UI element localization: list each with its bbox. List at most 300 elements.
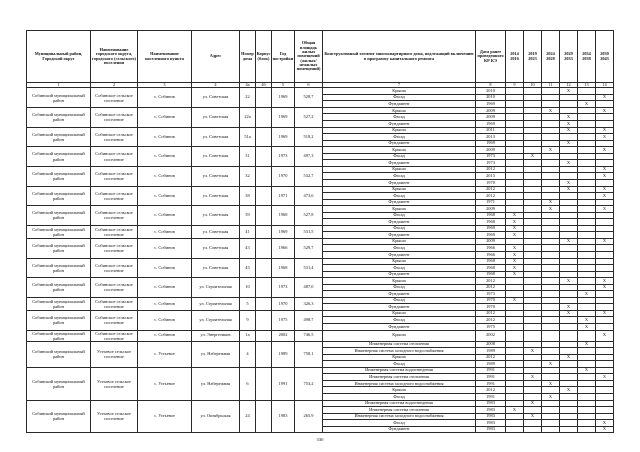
period-2-cell: X [524,153,542,160]
street-cell: ул. Строительная [192,310,240,330]
district-cell: Собинский муниципальный район [27,400,91,433]
period-6-cell: X [596,186,614,193]
area-cell: 326,3 [295,297,323,310]
column-number: 4б [256,83,272,88]
prev-repair-date-cell: 2009 [476,206,506,213]
period-3-cell: X [542,380,560,387]
column-number: 4а [240,83,256,88]
period-1-cell [506,330,524,341]
house-number-cell: 39 [240,206,256,226]
street-cell: ул. Энергетиков [192,330,240,341]
period-5-cell: X [578,367,596,374]
street-cell: ул. Набережная [192,367,240,400]
area-cell: 753,2 [295,367,323,400]
element-cell: Фасад [323,153,476,160]
area-cell: 527,2 [295,107,323,127]
house-number-cell: 1а [240,330,256,341]
prev-repair-date-cell: 2012 [476,317,506,324]
element-cell: Инженерная система холодного водоснабжения [323,348,476,355]
place-cell: с. Собинов [138,310,192,330]
period-5-cell [578,426,596,433]
street-cell: ул. Советская [192,127,240,147]
year-built-cell: 1969 [272,88,295,108]
district-cell: Собинский муниципальный район [27,341,91,367]
prev-repair-date-cell: 1970 [476,297,506,304]
settlement-cell: Собинское сельское поселение [91,330,138,341]
element-cell: Крыша [323,186,476,193]
prev-repair-date-cell: 1983 [476,420,506,427]
block-cell [256,238,272,258]
element-cell: Крыша [323,310,476,317]
element-cell: Фундамент [323,160,476,167]
period-1-cell: X [506,407,524,414]
period-3-cell: X [542,147,560,154]
element-cell: Фундамент [323,101,476,108]
district-cell: Собинский муниципальный район [27,258,91,278]
page-number: 330 [316,437,324,442]
district-cell: Собинский муниципальный район [27,367,91,400]
element-cell: Фундамент [323,251,476,258]
prev-repair-date-cell: 2010 [476,88,506,95]
element-cell: Крыша [323,330,476,341]
prev-repair-date-cell: 1989 [476,361,506,368]
district-cell: Собинский муниципальный район [27,278,91,298]
prev-repair-date-cell: 1966 [476,245,506,252]
element-cell: Фасад [323,265,476,272]
place-cell: с. Устьевое [138,367,192,400]
street-cell: ул. Строительная [192,297,240,310]
settlement-cell: Собинское сельское поселение [91,238,138,258]
period-6-cell: X [596,284,614,291]
prev-repair-date-cell: 2009 [476,147,506,154]
element-cell: Фасад [323,317,476,324]
header-period-6: 2039 2043 [596,31,614,83]
prev-repair-date-cell: 1970 [476,179,506,186]
column-number: 10 [524,83,542,88]
period-1-cell: X [506,212,524,219]
district-cell: Собинский муниципальный район [27,166,91,186]
house-number-cell: 41 [240,225,256,238]
element-cell: Фундамент [323,121,476,128]
element-cell: Фундамент [323,271,476,278]
settlement-cell: Собинское сельское поселение [91,206,138,226]
period-4-cell: X [560,387,578,394]
street-cell: ул. Советская [192,107,240,127]
place-cell: с. Собинов [138,297,192,310]
table-body [27,88,614,433]
place-cell: с. Собинов [138,88,192,108]
header-block: Корпус (блок) [256,31,272,83]
year-built-cell: 1975 [272,310,295,330]
period-6-cell: X [596,147,614,154]
period-5-cell: X [578,317,596,324]
element-cell: Фундамент [323,219,476,226]
district-cell: Собинский муниципальный район [27,127,91,147]
settlement-cell: Собинское сельское поселение [91,127,138,147]
header-place: Наименование населенного пункта [138,31,192,83]
place-cell: с. Собинов [138,225,192,238]
street-cell: ул. Советская [192,225,240,238]
year-built-cell: 1973 [272,278,295,298]
column-number: 2 [91,83,138,88]
area-cell: 498,7 [295,310,323,330]
prev-repair-date-cell: 2009 [476,238,506,245]
header-house: Номер дома [240,31,256,83]
element-cell: Инженерная система холодного водоснабжения [323,380,476,387]
column-number: 7 [323,83,476,88]
period-5-cell: X [578,323,596,330]
prev-repair-date-cell: 1968 [476,271,506,278]
period-3-cell: X [542,206,560,213]
period-5-cell [578,330,596,341]
column-number: 12 [560,83,578,88]
year-built-cell: 1973 [272,147,295,167]
settlement-cell: Собинское сельское поселение [91,258,138,278]
element-cell: Фундамент [323,140,476,147]
year-built-cell: 1991 [272,367,295,400]
prev-repair-date-cell: 2012 [476,278,506,285]
area-cell: 497,3 [295,147,323,167]
street-cell: ул. Октябрьская [192,400,240,433]
house-number-cell: 45 [240,258,256,278]
block-cell [256,258,272,278]
prev-repair-date-cell: 2012 [476,310,506,317]
period-4-cell: X [560,238,578,245]
period-4-cell: X [560,179,578,186]
settlement-cell: Собинское сельское поселение [91,278,138,298]
column-number: 11 [542,83,560,88]
area-cell: 487,0 [295,278,323,298]
period-1-cell: X [506,258,524,265]
header-settlement: Наименование городского округа, городского (сельского) поселения [91,31,138,83]
prev-repair-date-cell: 1991 [476,367,506,374]
period-6-cell: X [596,278,614,285]
header-period-2: 2019 2023 [524,31,542,83]
house-number-cell: 10 [240,278,256,298]
house-number-cell: 22 [240,88,256,108]
period-6-cell: X [596,166,614,173]
prev-repair-date-cell: 2012 [476,166,506,173]
period-3-cell: X [542,107,560,114]
district-cell: Собинский муниципальный район [27,88,91,108]
prev-repair-date-cell: 2008 [476,341,506,348]
block-cell [256,225,272,238]
house-number-cell: 31 [240,147,256,167]
house-number-cell: 24 [240,400,256,433]
year-built-cell: 1968 [272,258,295,278]
period-4-cell: X [560,354,578,361]
district-cell: Собинский муниципальный район [27,297,91,310]
element-cell: Фасад [323,420,476,427]
column-number: 13 [578,83,596,88]
period-1-cell: X [506,271,524,278]
prev-repair-date-cell: 1973 [476,153,506,160]
period-5-cell: X [578,341,596,348]
header-area: Общая площадь жилых помещений (жилых/нежилых помещений) [295,31,323,83]
place-cell: с. Собинов [138,166,192,186]
area-cell: 473,6 [295,186,323,206]
block-cell [256,127,272,147]
header-year: Год постройки [272,31,295,83]
block-cell [256,206,272,226]
element-cell: Крыша [323,354,476,361]
period-1-cell [506,426,524,433]
period-5-cell: X [578,291,596,298]
district-cell: Собинский муниципальный район [27,310,91,330]
settlement-cell: Собинское сельское поселение [91,107,138,127]
area-cell: 532,7 [295,166,323,186]
settlement-cell: Устьевое сельское поселение [91,367,138,400]
element-cell: Инженерная система водоотведения [323,400,476,407]
district-cell: Собинский муниципальный район [27,206,91,226]
street-cell: ул. Советская [192,206,240,226]
column-number: 8 [476,83,506,88]
block-cell [256,88,272,108]
element-cell: Фасад [323,361,476,368]
area-cell: 518,2 [295,127,323,147]
header-address: Адрес [192,31,240,83]
year-built-cell: 1970 [272,297,295,310]
element-cell: Фасад [323,212,476,219]
prev-repair-date-cell: 1968 [476,212,506,219]
district-cell: Собинский муниципальный район [27,238,91,258]
year-built-cell: 1989 [272,341,295,367]
year-built-cell: 1966 [272,238,295,258]
place-cell: с. Собинов [138,186,192,206]
prev-repair-date-cell: 2012 [476,354,506,361]
element-cell: Фасад [323,173,476,180]
element-cell: Фундамент [323,426,476,433]
element-cell: Фасад [323,394,476,401]
header-district: Муниципальный район, Городской округ [27,31,91,83]
street-cell: ул. Советская [192,147,240,167]
place-cell: с. Собинов [138,206,192,226]
district-cell: Собинский муниципальный район [27,147,91,167]
period-6-cell: X [596,206,614,213]
period-2-cell: X [524,374,542,381]
period-4-cell: X [560,304,578,311]
period-2-cell [524,330,542,341]
period-6-cell: X [596,193,614,200]
settlement-cell: Собинское сельское поселение [91,310,138,330]
period-1-cell: X [506,219,524,226]
area-cell: 531,4 [295,258,323,278]
column-number: 4 [192,83,240,88]
element-cell: Фундамент [323,304,476,311]
house-number-cell: 38 [240,186,256,206]
period-4-cell: X [560,114,578,121]
area-cell: 527,8 [295,206,323,226]
area-cell: 265,9 [295,400,323,433]
period-4-cell [560,330,578,341]
year-built-cell: 1969 [272,107,295,127]
column-number: 3 [138,83,192,88]
block-cell [256,310,272,330]
column-number: 5 [272,83,295,88]
element-cell: Фасад [323,193,476,200]
period-3-cell: X [542,394,560,401]
element-cell: Инженерная система отопления [323,407,476,414]
place-cell: с. Собинов [138,238,192,258]
settlement-cell: Собинское сельское поселение [91,147,138,167]
year-built-cell: 1969 [272,127,295,147]
house-number-cell: 22а [240,107,256,127]
column-number: 9 [506,83,524,88]
period-4-cell: X [560,121,578,128]
element-cell: Фасад [323,134,476,141]
element-cell: Фасад [323,245,476,252]
prev-repair-date-cell: 2012 [476,387,506,394]
period-6-cell: X [596,330,614,341]
period-2-cell: X [524,413,542,420]
header-prev-repair: Дата ранее проведенного КР КЭ [476,31,506,83]
district-cell: Собинский муниципальный район [27,225,91,238]
element-cell: Крыша [323,387,476,394]
column-number: 6 [295,83,323,88]
prev-repair-date-cell: 2012 [476,186,506,193]
period-4-cell: X [560,160,578,167]
table-row [27,330,614,341]
prev-repair-date-cell: 1968 [476,219,506,226]
block-cell [256,297,272,310]
prev-repair-date-cell: 1970 [476,304,506,311]
period-4-cell: X [560,127,578,134]
place-cell: с. Устьевое [138,341,192,367]
prev-repair-date-cell: 1991 [476,394,506,401]
block-cell [256,147,272,167]
prev-repair-date-cell: 1983 [476,413,506,420]
place-cell: с. Собинов [138,147,192,167]
period-2-cell: X [524,400,542,407]
element-cell: Крыша [323,147,476,154]
prev-repair-date-cell: 1975 [476,323,506,330]
element-cell: Фундамент [323,179,476,186]
period-4-cell: X [560,310,578,317]
area-cell: 531,5 [295,225,323,238]
element-cell: Фундамент [323,323,476,330]
street-cell: ул. Советская [192,88,240,108]
area-cell: 758,1 [295,341,323,367]
element-cell: Фундамент [323,232,476,239]
street-cell: ул. Советская [192,258,240,278]
header-period-1: 2014 2016 [506,31,524,83]
period-6-cell: X [596,310,614,317]
prev-repair-date-cell: 1969 [476,101,506,108]
area-cell: 529,7 [295,238,323,258]
period-1-cell: X [506,232,524,239]
settlement-cell: Собинское сельское поселение [91,88,138,108]
area-cell: 746,5 [295,330,323,341]
prev-repair-date-cell: 1969 [476,121,506,128]
settlement-cell: Собинское сельское поселение [91,166,138,186]
prev-repair-date-cell: 2002 [476,330,506,341]
header-period-5: 2034 2038 [578,31,596,83]
prev-repair-date-cell: 1989 [476,348,506,355]
year-built-cell: 1970 [272,166,295,186]
house-number-cell: 6 [240,367,256,400]
prev-repair-date-cell: 1971 [476,199,506,206]
element-cell: Фасад [323,297,476,304]
street-cell: ул. Советская [192,238,240,258]
settlement-cell: Собинское сельское поселение [91,225,138,238]
prev-repair-date-cell: 2009 [476,114,506,121]
prev-repair-date-cell: 1983 [476,400,506,407]
table-header [27,31,614,88]
element-cell: Инженерная система водоотведения [323,367,476,374]
district-cell: Собинский муниципальный район [27,330,91,341]
street-cell: ул. Советская [192,186,240,206]
period-1-cell: X [506,297,524,304]
area-cell: 528,7 [295,88,323,108]
element-cell: Фасад [323,114,476,121]
element-cell: Крыша [323,127,476,134]
house-number-cell: 5 [240,297,256,310]
place-cell: с. Собинов [138,278,192,298]
element-cell: Крыша [323,258,476,265]
prev-repair-date-cell: 2012 [476,284,506,291]
element-cell: Крыша [323,166,476,173]
period-6-cell: X [596,420,614,427]
period-2-cell [524,426,542,433]
block-cell [256,166,272,186]
street-cell: ул. Набережная [192,341,240,367]
repair-program-table [26,30,614,433]
period-6-cell: X [596,238,614,245]
block-cell [256,186,272,206]
element-cell: Инженерная система отопления [323,374,476,381]
period-3-cell [542,426,560,433]
element-cell: Крыша [323,238,476,245]
prev-repair-date-cell: 2012 [476,193,506,200]
period-2-cell: X [524,348,542,355]
place-cell: с. Собинов [138,258,192,278]
year-built-cell: 2002 [272,330,295,341]
district-cell: Собинский муниципальный район [27,186,91,206]
element-cell: Крыша [323,206,476,213]
period-6-cell: X [596,426,614,433]
period-6-cell: X [596,107,614,114]
house-number-cell: 9 [240,310,256,330]
place-cell: с. Собинов [138,127,192,147]
header-period-4: 2029 2033 [560,31,578,83]
prev-repair-date-cell: 1983 [476,407,506,414]
prev-repair-date-cell: 2013 [476,134,506,141]
header-period-3: 2024 2028 [542,31,560,83]
period-4-cell: X [560,140,578,147]
year-built-cell: 1971 [272,186,295,206]
period-1-cell: X [506,245,524,252]
prev-repair-date-cell: 1968 [476,265,506,272]
column-number: 1 [27,83,91,88]
block-cell [256,330,272,341]
settlement-cell: Собинское сельское поселение [91,297,138,310]
street-cell: ул. Строительная [192,278,240,298]
element-cell: Фундамент [323,199,476,206]
element-cell: Крыша [323,107,476,114]
period-6-cell: X [596,374,614,381]
prev-repair-date-cell: 2013 [476,173,506,180]
prev-repair-date-cell: 1968 [476,258,506,265]
prev-repair-date-cell: 1991 [476,374,506,381]
prev-repair-date-cell: 1983 [476,426,506,433]
period-6-cell: X [596,173,614,180]
element-cell: Инженерная система холодного водоснабжения [323,413,476,420]
house-number-cell: 43 [240,238,256,258]
prev-repair-date-cell: 1969 [476,225,506,232]
prev-repair-date-cell: 2011 [476,127,506,134]
district-cell: Собинский муниципальный район [27,107,91,127]
period-5-cell: X [578,101,596,108]
